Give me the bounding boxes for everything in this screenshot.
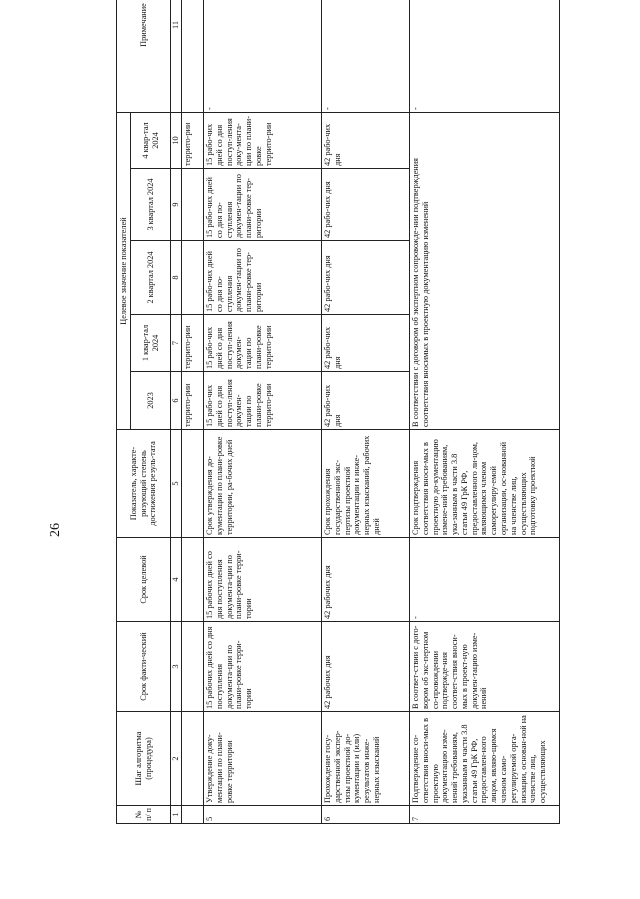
index-row <box>171 0 182 824</box>
index-cell: 4 <box>171 538 182 622</box>
row-num: 7 <box>410 806 560 824</box>
row-step: Прохождение госу-дарственной экспер-тизы проектной до-кументации и (или) результатов инже-нерных изысканий <box>322 712 410 806</box>
row-value-q2: 15 рабо-чих дней со дня по-ступления докумен-тации по плани-ровке тер-ритории <box>204 241 322 315</box>
row-num: 6 <box>322 806 410 824</box>
row-note <box>182 0 204 113</box>
indicators-table <box>116 0 560 824</box>
header-period-q4: 4 квар-тал 2024 <box>131 113 171 169</box>
table-row <box>322 0 410 824</box>
row-actual: 15 рабочих дней со дня поступления документа-ции по плани-ровке терри-тории <box>204 622 322 712</box>
row-merged-value: В соответствии с договором об экспертном сопровожде-нии подтверждения соответствия вносимых в проектную документацию изменений <box>410 113 560 430</box>
index-cell: 6 <box>171 372 182 430</box>
row-actual: 42 рабочих дня <box>322 622 410 712</box>
index-cell: 2 <box>171 712 182 806</box>
row-value-q2 <box>182 241 204 315</box>
row-target: - <box>410 538 560 622</box>
header-actual: Срок факти-ческий <box>117 622 171 712</box>
header-indicator: Показатель, характе-ризующий степень достижения резуль-тата <box>117 430 171 538</box>
page-number: 26 <box>48 523 63 537</box>
table-row <box>204 0 322 824</box>
row-value-q1: 15 рабо-чих дней со дня поступ-ления докумен-тации по плани-ровке террито-рии <box>204 315 322 372</box>
row-step: Подтверждение со-ответствия вноси-мых в проектную документацию изме-нений требованиям, указанным в части 3.8 статьи 49 ГрК РФ, предоставлен-ного лицом, являю-щимся членом само-регулируемой орга-низации, основан-ной на членстве лиц, осуществляющих <box>410 712 560 806</box>
header-num: № п/ п <box>117 806 171 824</box>
header-period-2023: 2023 <box>131 372 171 430</box>
index-cell: 1 <box>171 806 182 824</box>
header-period-q2: 2 квартал 2024 <box>131 241 171 315</box>
row-value-q1: террито-рии <box>182 315 204 372</box>
row-step: Утверждение доку-ментации по плани-ровке территории <box>204 712 322 806</box>
header-period-q1: 1 квар-тал 2024 <box>131 315 171 372</box>
row-num <box>182 806 204 824</box>
row-target: 15 рабочих дней со дня поступления документа-ции по плани-ровке терри-тории <box>204 538 322 622</box>
row-value-q4: террито-рии <box>182 113 204 169</box>
row-indicator <box>182 430 204 538</box>
index-cell: 10 <box>171 113 182 169</box>
index-cell: 9 <box>171 169 182 241</box>
row-num: 5 <box>204 806 322 824</box>
header-target: Срок целевой <box>117 538 171 622</box>
header-note: Примечание <box>117 0 171 113</box>
row-value-2023: террито-рии <box>182 372 204 430</box>
row-target: 42 рабочих дня <box>322 538 410 622</box>
header-period-q3: 3 квартал 2024 <box>131 169 171 241</box>
row-indicator: Срок подтверждения соответствия вноси-мых в проектную до-кументацию измене-ний требованиям, ука-занным в части 3.8 статьи 49 ГрК РФ, предоставленного ли-цом, являющимся членом саморегулиру-емой организации, ос-нованной на членстве лиц, осуществляющих подготовку проектной <box>410 430 560 538</box>
index-cell: 11 <box>171 0 182 113</box>
index-cell: 3 <box>171 622 182 712</box>
row-value-q4: 42 рабо-чих дня <box>322 113 410 169</box>
row-indicator: Срок утверждения до-кументации по плани-ровке территории, ра-бочих дней <box>204 430 322 538</box>
row-value-2023: 42 рабо-чих дня <box>322 372 410 430</box>
row-indicator: Срок прохождения государственной экс-пертизы проектной документации и инже-нерных изысканий, рабочих дней <box>322 430 410 538</box>
table-row <box>182 0 204 824</box>
row-target <box>182 538 204 622</box>
row-actual: В соответ-ствии с дого-вором об экс-пертном со-провождении подтвержде-ния соответ-ствия вноси-мых в проект-ную докумен-тацию изме-нений <box>410 622 560 712</box>
index-cell: 5 <box>171 430 182 538</box>
row-value-q2: 42 рабо-чих дня <box>322 241 410 315</box>
row-actual <box>182 622 204 712</box>
row-note: - <box>322 0 410 113</box>
row-note: - <box>204 0 322 113</box>
row-value-q1: 42 рабо-чих дня <box>322 315 410 372</box>
index-cell: 8 <box>171 241 182 315</box>
index-cell: 7 <box>171 315 182 372</box>
row-value-q3 <box>182 169 204 241</box>
row-step <box>182 712 204 806</box>
table-sheet <box>116 3 631 824</box>
row-value-q3: 42 рабо-чих дня <box>322 169 410 241</box>
table-row <box>410 0 560 824</box>
row-value-q3: 15 рабо-чих дней со дня по-ступления докумен-тации по плани-ровке тер-ритории <box>204 169 322 241</box>
header-step: Шаг алгоритма (процедура) <box>117 712 171 806</box>
row-value-2023: 15 рабо-чих дней со дня поступ-ления докумен-тации по плани-ровке террито-рии <box>204 372 322 430</box>
row-value-q4: 15 рабо-чих дней со дня поступ-ления доку-мента-ции по плани-ровке террито-рии <box>204 113 322 169</box>
row-note: - <box>410 0 560 113</box>
header-target-values: Целевое значение показателей <box>117 113 131 430</box>
